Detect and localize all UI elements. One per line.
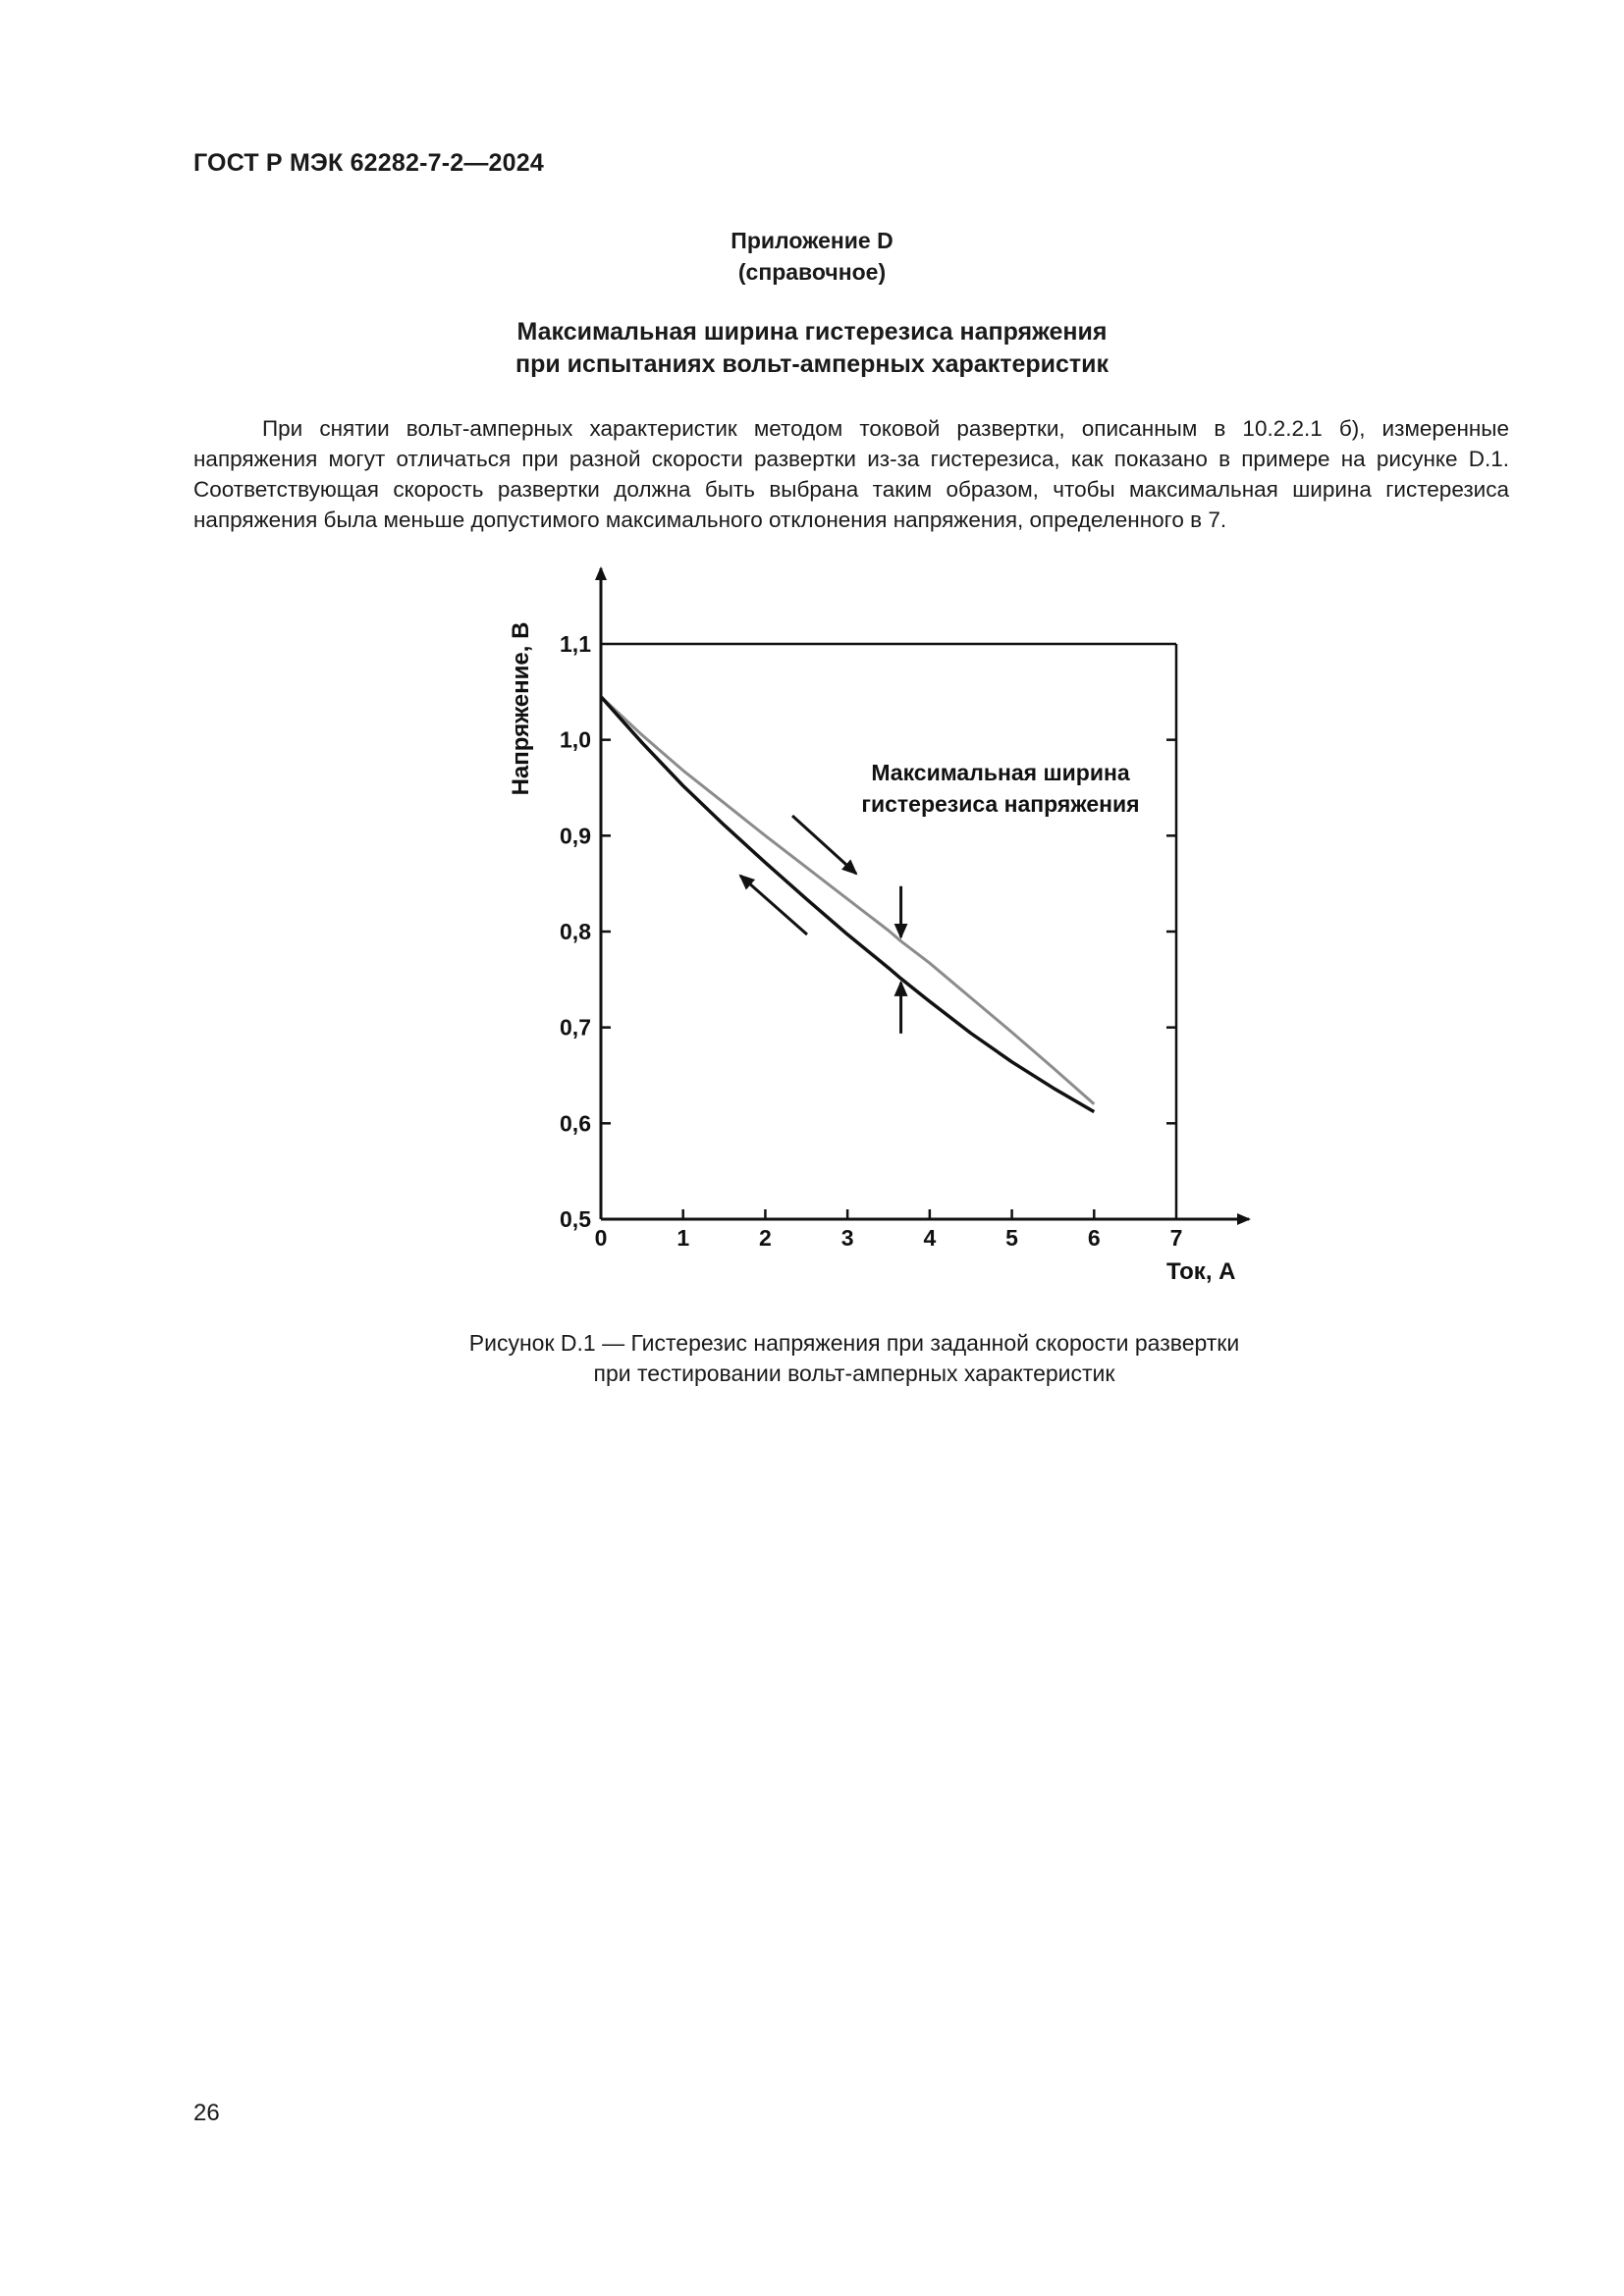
- y-tick-label: 0,6: [560, 1110, 591, 1137]
- annotation-line-1: Максимальная ширина: [871, 760, 1130, 785]
- figure-caption-line-1: Рисунок D.1 — Гистерезис напряжения при заданной скорости развертки: [468, 1330, 1240, 1356]
- section-title: [0, 316, 1624, 381]
- body-paragraph: При снятии вольт-амперных характеристик методом токовой развертки, описанным в 10.2.2.1 б), измеренные напряжения могут отличаться при разной скорости развертки из-за гистерезиса, как показано в примере на рисунке D.1. Соответствующая скорость развертки должна быть выбрана таким образом, чтобы максимальная ширина гистерезиса напряжения была меньше допустимого максимального отклонения напряжения, определенного в 7.: [193, 416, 1509, 532]
- x-axis-label: Ток, А: [1166, 1258, 1236, 1285]
- x-tick-label: 0: [594, 1225, 608, 1251]
- y-tick-label: 1,1: [560, 631, 591, 657]
- y-tick-label: 0,5: [560, 1206, 591, 1232]
- hysteresis-chart: [491, 555, 1276, 1301]
- y-axis-label: Напряжение, В: [508, 621, 534, 796]
- x-tick-label: 4: [923, 1225, 937, 1251]
- figure-caption: [0, 1328, 1624, 1389]
- annotation-line-2: гистерезиса напряжения: [861, 791, 1140, 817]
- y-tick-label: 0,8: [560, 919, 591, 944]
- annex-status: (справочное): [737, 259, 887, 285]
- sweep-backward-arrow: [740, 876, 807, 934]
- figure-caption-line-2: при тестировании вольт-амперных характеристик: [593, 1361, 1115, 1386]
- section-title-line-1: Максимальная ширина гистерезиса напряжения: [516, 318, 1108, 346]
- y-tick-label: 1,0: [560, 726, 591, 753]
- y-tick-label: 0,7: [560, 1014, 591, 1041]
- section-title-line-2: при испытаниях вольт-амперных характеристик: [514, 350, 1110, 378]
- page-number: 26: [193, 2100, 220, 2126]
- series-line-1: [601, 697, 1094, 1104]
- x-tick-label: 7: [1169, 1225, 1183, 1251]
- x-tick-label: 6: [1087, 1225, 1101, 1251]
- y-tick-label: 0,9: [560, 823, 591, 849]
- x-tick-label: 5: [1005, 1225, 1018, 1251]
- document-header: ГОСТ Р МЭК 62282-7-2—2024: [193, 149, 544, 177]
- x-tick-label: 3: [840, 1225, 854, 1251]
- annex-title: Приложение D: [731, 228, 893, 253]
- x-tick-label: 1: [677, 1225, 690, 1251]
- x-tick-label: 2: [759, 1225, 772, 1251]
